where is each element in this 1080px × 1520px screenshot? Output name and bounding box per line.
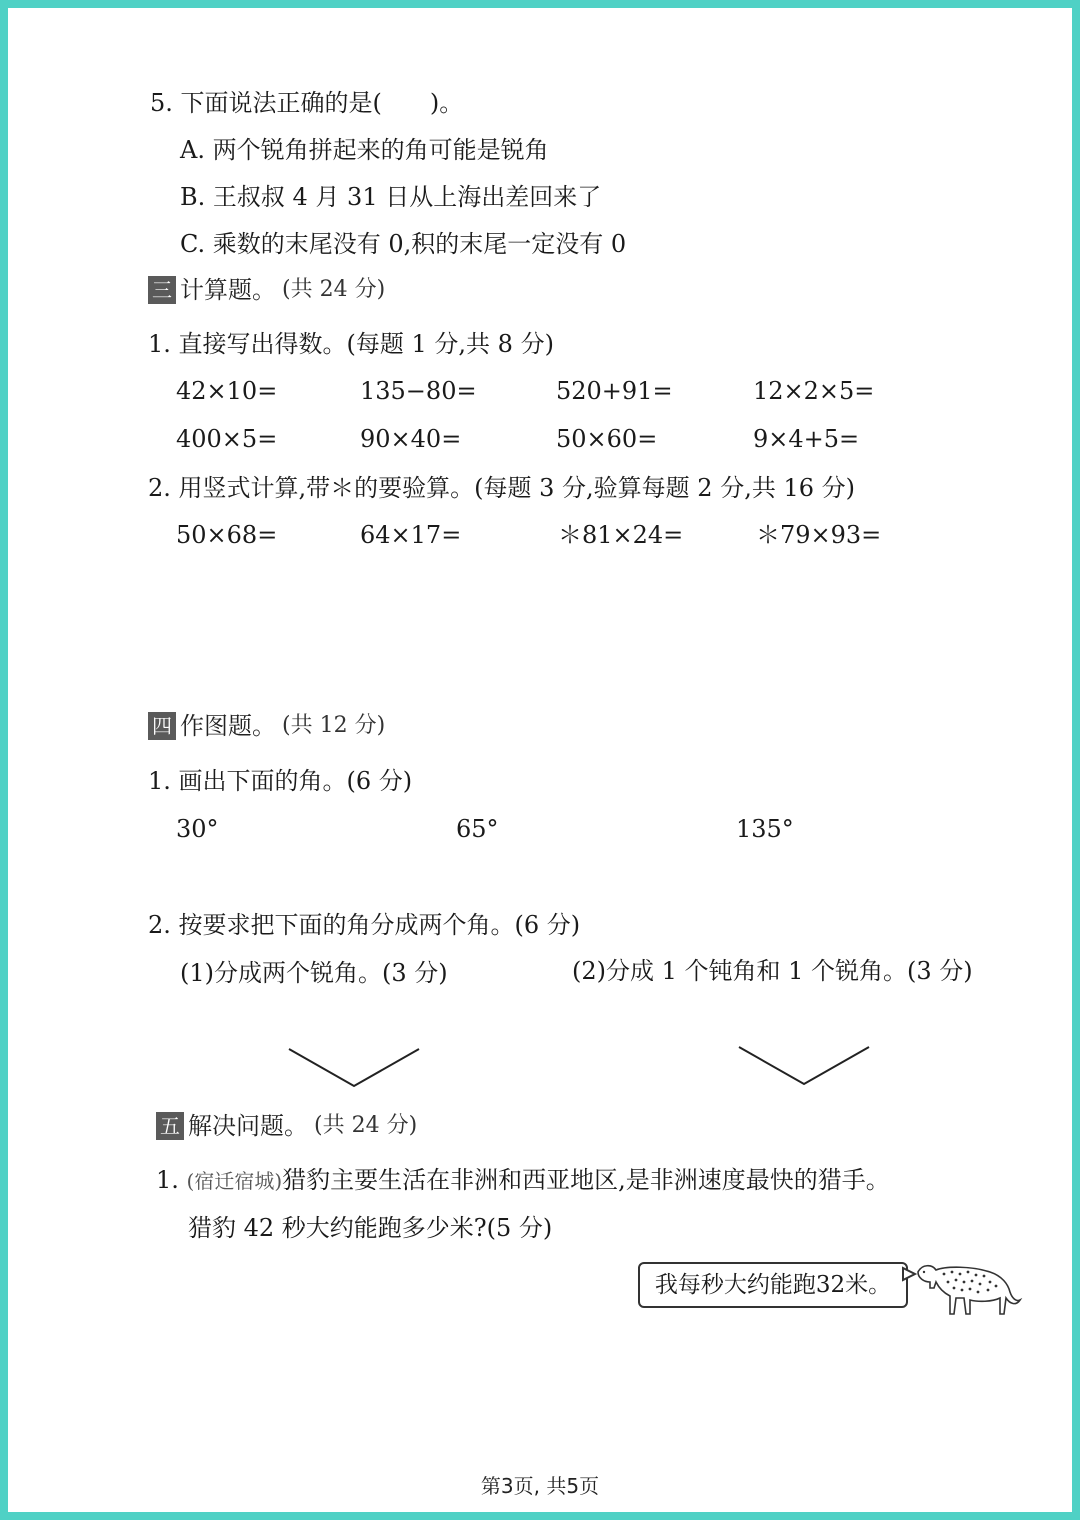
s3-q1-expr: 400×5= [176, 425, 278, 453]
section-5-header [156, 1110, 417, 1142]
s3-q1-expr: 42×10= [176, 377, 278, 405]
q5-option-a: A. 两个锐角拼起来的角可能是锐角 [180, 136, 549, 164]
section-4-number: 四 [148, 712, 176, 740]
speech-bubble: 我每秒大约能跑32米。 [638, 1262, 908, 1308]
s5-q1-source: (宿迁宿城) [186, 1169, 283, 1193]
s3-q2-stem: 2. 用竖式计算,带＊的要验算。(每题 3 分,验算每题 2 分,共 16 分) [148, 474, 855, 502]
worksheet-page [8, 8, 1072, 1512]
s5-q1-prefix: 1. [156, 1166, 187, 1194]
q5-stem: 5. 下面说法正确的是( )。 [150, 89, 464, 117]
section-5-title: 解决问题。 [188, 1112, 308, 1140]
s3-q1-expr: 12×2×5= [753, 377, 875, 405]
s4-q1-stem: 1. 画出下面的角。(6 分) [148, 767, 413, 795]
s3-q1-expr: 520+91= [556, 377, 673, 405]
angle-label: 65° [456, 815, 499, 843]
section-5-points: (共 24 分) [314, 1113, 418, 1138]
angle-figure-2 [739, 1047, 869, 1084]
section-5-number: 五 [156, 1112, 184, 1140]
q5-option-b: B. 王叔叔 4 月 31 日从上海出差回来了 [180, 183, 602, 211]
s3-q1-stem: 1. 直接写出得数。(每题 1 分,共 8 分) [148, 330, 554, 358]
section-4-title: 作图题。 [180, 712, 276, 740]
s3-q1-expr: 9×4+5= [753, 425, 860, 453]
s4-q2-part1: (1)分成两个锐角。(3 分) [180, 959, 448, 987]
s3-q2-expr: 50×68= [176, 521, 278, 549]
s4-q2-stem: 2. 按要求把下面的角分成两个角。(6 分) [148, 911, 581, 939]
s3-q1-expr: 135−80= [360, 377, 477, 405]
s3-q2-expr: ＊79×93= [756, 521, 882, 549]
angle-figure-1 [289, 1049, 419, 1086]
section-3-number: 三 [148, 276, 176, 304]
s5-q1-line2: 猎豹 42 秒大约能跑多少米?(5 分) [188, 1214, 553, 1242]
s3-q2-expr: ＊81×24= [558, 521, 684, 549]
s5-q1-line1 [156, 1165, 890, 1196]
q5-option-c: C. 乘数的末尾没有 0,积的末尾一定没有 0 [180, 230, 627, 258]
s3-q2-expr: 64×17= [360, 521, 462, 549]
page-footer: 第3页, 共5页 [480, 1474, 600, 1498]
s3-q1-expr: 50×60= [556, 425, 658, 453]
s3-q1-expr: 90×40= [360, 425, 462, 453]
section-4-points: (共 12 分) [282, 713, 386, 738]
cheetah-icon [912, 1258, 1022, 1318]
section-3-title: 计算题。 [180, 276, 276, 304]
angle-label: 30° [176, 815, 219, 843]
s4-q2-part2: (2)分成 1 个钝角和 1 个锐角。(3 分) [572, 957, 973, 985]
s5-q1-text1: 猎豹主要生活在非洲和西亚地区,是非洲速度最快的猎手。 [282, 1166, 890, 1194]
section-3-points: (共 24 分) [282, 277, 386, 302]
angle-label: 135° [736, 815, 794, 843]
